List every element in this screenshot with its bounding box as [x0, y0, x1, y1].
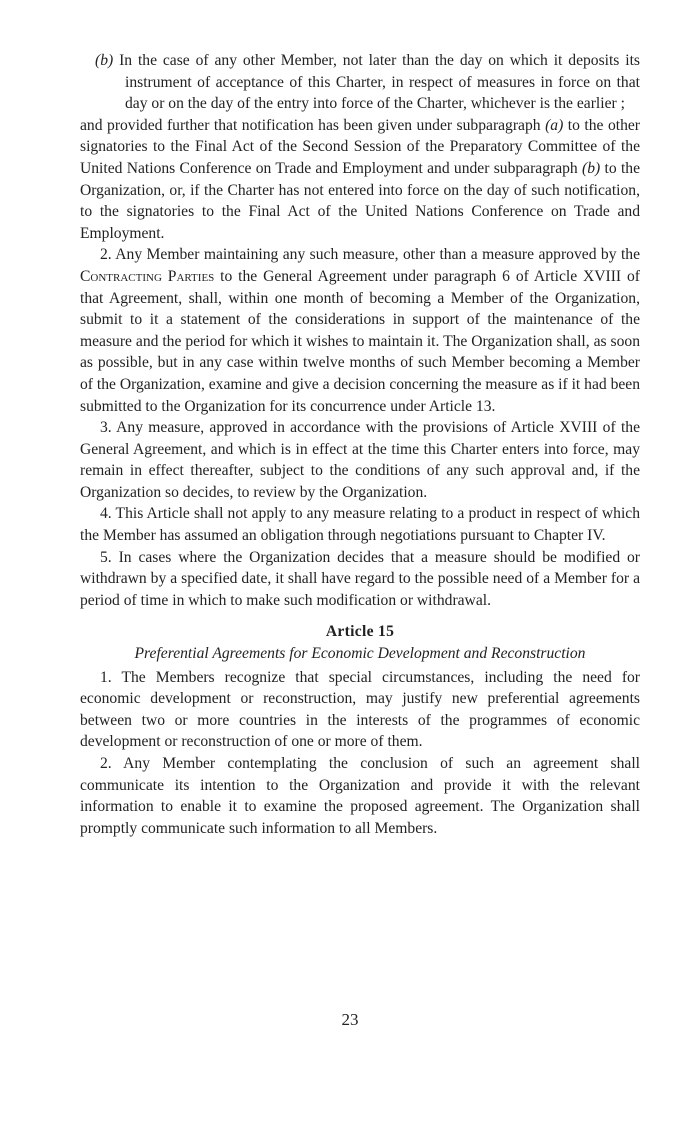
- contracting-parties-term: Contracting Parties: [80, 267, 215, 285]
- proviso-subparagraph-b-ref: (b): [582, 159, 601, 177]
- proviso-paragraph: [80, 115, 640, 245]
- article-15-paragraph-2: 2. Any Member contemplating the conclusion of such an agreement shall communicate its intention to the Organization and provide it with the relevant information to enable it to examine the proposed agreement. The Organization shall promptly communicate such information to all Members.: [80, 755, 640, 837]
- paragraph-2: [80, 244, 640, 417]
- paragraph-2-text-2: to the General Agreement under paragraph 6 of Article XVIII of that Agreement, shall, within one month of becoming a Member of the Organization, submit to it a statement of the considerations in support of the maintenance of the measure and the period for which it wishes to maintain it. The Organization shall, as soon as possible, but in any case within twelve months of such Member becoming a Member of the Organization, examine and give a decision concerning the measure as if it had been submitted to the Organization for its concurrence under Article 13.: [80, 267, 641, 415]
- paragraph-3: 3. Any measure, approved in accordance with the provisions of Article XVIII of the General Agreement, and which is in effect at the time this Charter enters into force, may remain in effect thereafter, subject to the conditions of any such approval and, if the Organization so decides, to review by the Organization.: [80, 419, 640, 501]
- paragraph-2-text-1: 2. Any Member maintaining any such measure, other than a measure approved by the: [100, 246, 640, 264]
- page-number: 23: [341, 1010, 359, 1029]
- proviso-text-2: to the other signatories to the Final Act of the Second Session of the Preparatory Committee of the United Nations Conference on Trade and Employment and under subparagraph: [80, 116, 641, 177]
- proviso-subparagraph-a-ref: (a): [545, 116, 564, 134]
- paragraph-5: 5. In cases where the Organization decides that a measure should be modified or withdrawn by a specified date, it shall have regard to the possible need of a Member for a period of time in which to make such modification or withdrawal.: [80, 548, 640, 609]
- document-page: [80, 50, 640, 839]
- subparagraph-b: [80, 50, 640, 115]
- proviso-text-3: to the Organization, or, if the Charter has not entered into force on the day of such notification, to the signatories to the Final Act of the United Nations Conference on Trade and Employment.: [80, 159, 640, 242]
- subparagraph-b-text: In the case of any other Member, not later than the day on which it deposits its instrument of acceptance of this Charter, in respect of measures in force on that day or on the day of the entry into force of the Charter, whichever is the earlier ;: [113, 52, 640, 113]
- article-heading: Article 15: [325, 623, 395, 641]
- paragraph-4: 4. This Article shall not apply to any measure relating to a product in respect of which the Member has assumed an obligation through negotiations pursuant to Chapter IV.: [80, 505, 640, 545]
- article-15-paragraph-1: 1. The Members recognize that special circumstances, including the need for economic development or reconstruction, may justify new preferential agreements between two or more countries in the interests of the programmes of economic development or reconstruction of one or more of them.: [80, 668, 640, 751]
- subparagraph-b-label: (b): [95, 52, 114, 69]
- proviso-text-1: and provided further that notification has been given under subparagraph: [80, 116, 546, 134]
- article-title: Preferential Agreements for Economic Development and Reconstruction: [134, 645, 586, 663]
